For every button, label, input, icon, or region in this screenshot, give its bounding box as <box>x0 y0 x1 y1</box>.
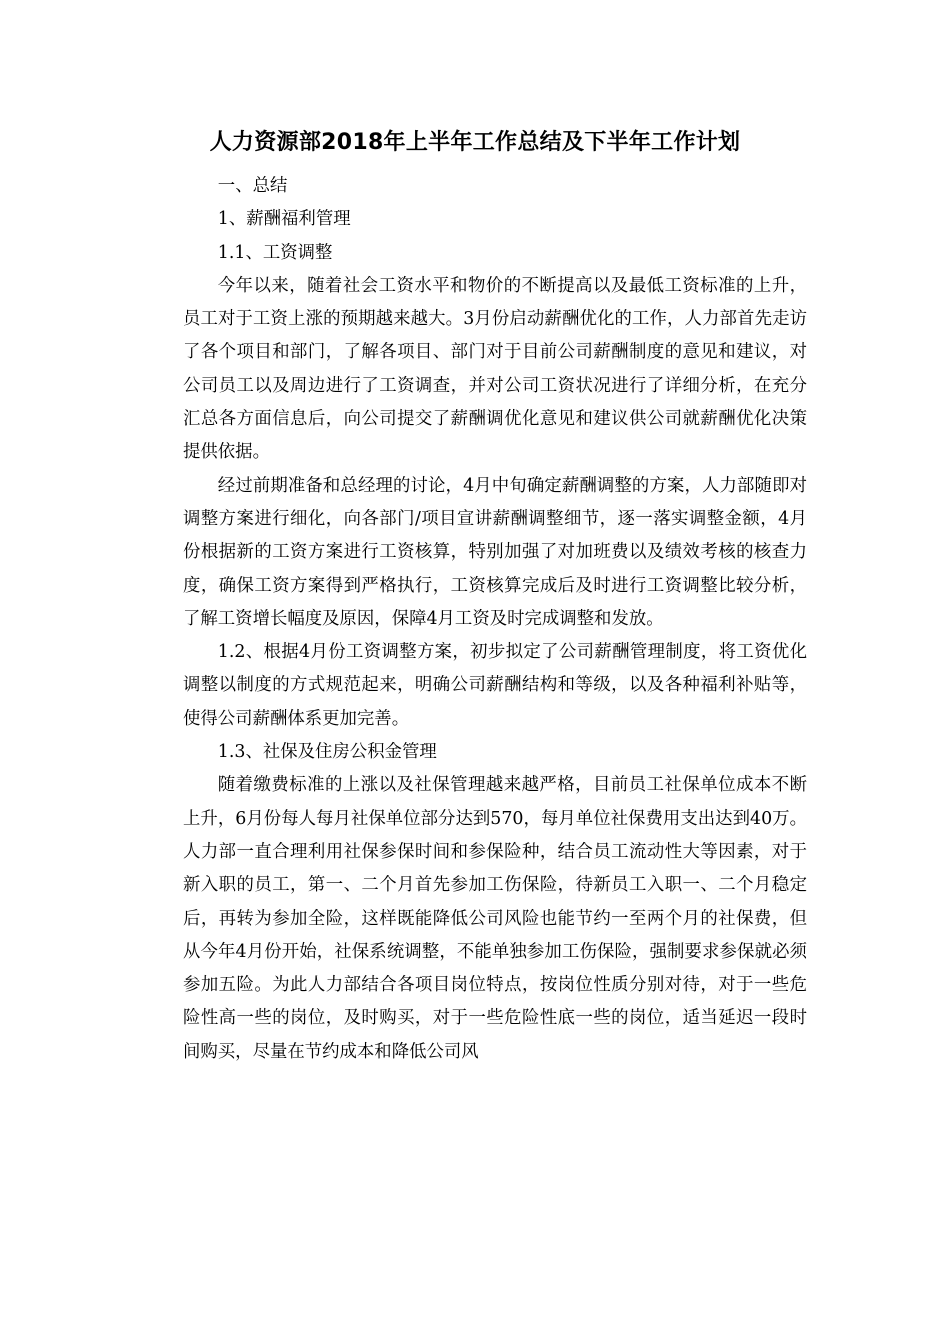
subsection-heading-salary-adjustment: 1.1、工资调整 <box>217 242 333 263</box>
document-title: 人力资源部2018年上半年工作总结及下半年工作计划 <box>209 130 741 155</box>
body-paragraph: 随着缴费标准的上涨以及社保管理越来越严格，目前员工社保单位成本不断上升，6月份每人每月社保单位部分达到570，每月单位社保费用支出达到40万。人力部一直合理利用社保参保时间和参保险种，结合员工流动性大等因素，对于新入职的员工，第一、二个月首先参加工伤保险，待新员工入职一、二个月稳定后，再转为参加全险，这样既能降低公司风险也能节约一至两个月的社保费，但从今年4月份开始，社保系统调整，不能单独参加工伤保险，强制要求参保就必须参加五险。为此人力部结合各项目岗位特点，按岗位性质分别对待，对于一些危险性高一些的岗位，及时购买，对于一些危险性底一些的岗位，适当延迟一段时间购买，尽量在节约成本和降低公司风 <box>183 775 807 1062</box>
section-heading-compensation: 1、薪酬福利管理 <box>217 209 351 230</box>
body-paragraph: 今年以来，随着社会工资水平和物价的不断提高以及最低工资标准的上升，员工对于工资上涨的预期越来越大。3月份启动薪酬优化的工作，人力部首先走访了各个项目和部门，了解各项目、部门对于目前公司薪酬制度的意见和建议，对公司员工以及周边进行了工资调查，并对公司工资状况进行了详细分析，在充分汇总各方面信息后，向公司提交了薪酬调优化意见和建议供公司就薪酬优化决策提供依据。 <box>183 275 807 463</box>
body-paragraph: 经过前期准备和总经理的讨论，4月中旬确定薪酬调整的方案，人力部随即对调整方案进行细化，向各部门/项目宣讲薪酬调整细节，逐一落实调整金额，4月份根据新的工资方案进行工资核算，特别加强了对加班费以及绩效考核的核查力度，确保工资方案得到严格执行，工资核算完成后及时进行工资调整比较分析，了解工资增长幅度及原因，保障4月工资及时完成调整和发放。 <box>183 475 807 629</box>
body-paragraph: 1.2、根据4月份工资调整方案，初步拟定了公司薪酬管理制度，将工资优化调整以制度的方式规范起来，明确公司薪酬结构和等级，以及各种福利补贴等，使得公司薪酬体系更加完善。 <box>183 642 807 729</box>
subsection-heading-social-insurance: 1.3、社保及住房公积金管理 <box>217 742 437 763</box>
section-heading-summary: 一、总结 <box>217 176 288 196</box>
document-body <box>183 170 807 1069</box>
